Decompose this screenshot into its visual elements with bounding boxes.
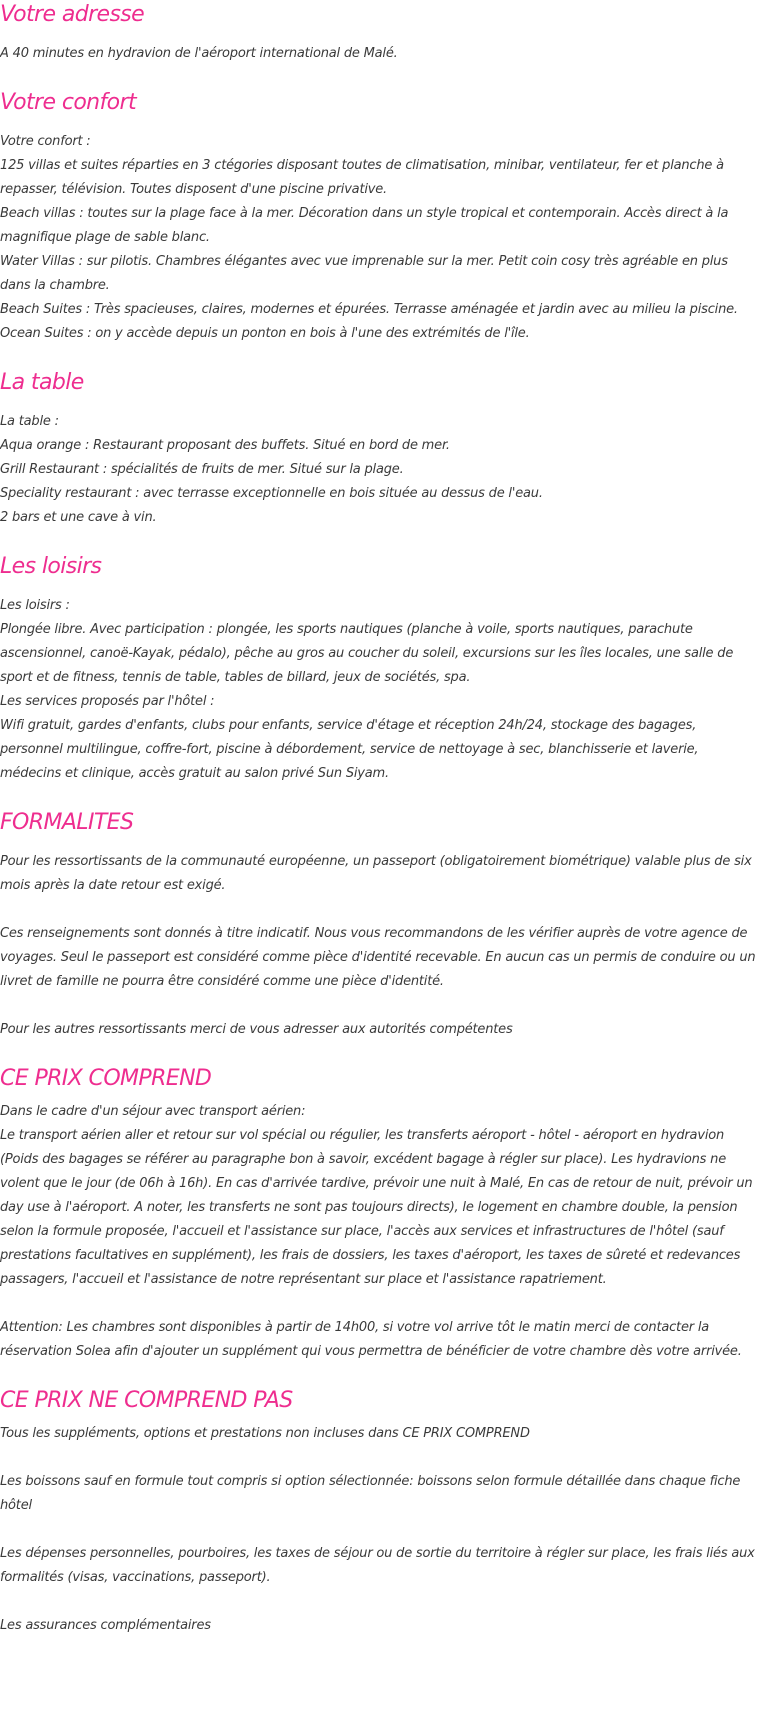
text-paragraph: Attention: Les chambres sont disponibles à partir de 14h00, si votre vol arrive tôt le matin merci de contacter la réservation Solea afin d'ajouter un supplément qui vous permettra de bénéficier de votre chambre dès votre arrivée. <box>0 1320 742 1359</box>
section-body-confort <box>0 130 758 346</box>
text-paragraph: Pour les ressortissants de la communauté européenne, un passeport (obligatoirement biométrique) valable plus de six mois après la date retour est exigé. <box>0 854 752 893</box>
section-title-prix-ne-comprend-pas: CE PRIX NE COMPREND PAS <box>0 1388 293 1413</box>
section-title-table: La table <box>0 370 84 395</box>
text-paragraph: Tous les suppléments, options et prestations non incluses dans CE PRIX COMPREND <box>0 1426 530 1441</box>
section-body-prix-comprend <box>0 1100 758 1364</box>
text-line: Beach Suites : Très spacieuses, claires, modernes et épurées. Terrasse aménagée et jardin avec au milieu la piscine. <box>0 302 738 317</box>
text-line: Les loisirs : <box>0 598 70 613</box>
section-loisirs <box>0 552 758 786</box>
text-line: Wifi gratuit, gardes d'enfants, clubs pour enfants, service d'étage et réception 24h/24, stockage des bagages, personnel multilingue, coffre-fort, piscine à débordement, service de nettoyage à sec, blanchisserie et laverie, médecins et clinique, accès gratuit au salon privé Sun Siyam. <box>0 718 699 781</box>
section-adresse <box>0 0 758 66</box>
section-table <box>0 368 758 530</box>
text-line: Water Villas : sur pilotis. Chambres élégantes avec vue imprenable sur la mer. Petit coin cosy très agréable en plus dans la chambre. <box>0 254 728 293</box>
section-body-loisirs <box>0 594 758 786</box>
section-body-adresse <box>0 42 758 66</box>
text-line: 125 villas et suites réparties en 3 ctégories disposant toutes de climatisation, minibar, ventilateur, fer et planche à repasser, télévision. Toutes disposent d'une piscine privative. <box>0 158 724 197</box>
text-paragraph: Pour les autres ressortissants merci de vous adresser aux autorités compétentes <box>0 1022 513 1037</box>
text-line: A 40 minutes en hydravion de l'aéroport international de Malé. <box>0 46 398 61</box>
text-paragraph: Le transport aérien aller et retour sur vol spécial ou régulier, les transferts aéroport - hôtel - aéroport en hydravion (Poids des bagages se référer au paragraphe bon à savoir, excédent bagage à régler sur place). Les hydravions ne volent que le jour (de 06h à 16h). En cas d'arrivée tardive, prévoir une nuit à Malé, En cas de retour de nuit, prévoir un day use à l'aéroport. A noter, les transferts ne sont pas toujours directs), le logement en chambre double, la pension selon la formule proposée, l'accueil et l'assistance sur place, l'accès aux services et infrastructures de l'hôtel (sauf prestations facultatives en supplément), les frais de dossiers, les taxes d'aéroport, les taxes de sûreté et redevances passagers, l'accueil et l'assistance de notre représentant sur place et l'assistance rapatriement. <box>0 1128 753 1287</box>
text-line: Votre confort : <box>0 134 91 149</box>
section-prix-comprend <box>0 1064 758 1364</box>
text-paragraph: Les dépenses personnelles, pourboires, les taxes de séjour ou de sortie du territoire à régler sur place, les frais liés aux formalités (visas, vaccinations, passeport). <box>0 1546 755 1585</box>
text-line: Aqua orange : Restaurant proposant des buffets. Situé en bord de mer. <box>0 438 450 453</box>
text-paragraph: Ces renseignements sont donnés à titre indicatif. Nous vous recommandons de les vérifier auprès de votre agence de voyages. Seul le passeport est considéré comme pièce d'identité recevable. En aucun cas un permis de conduire ou un livret de famille ne pourra être considéré comme une pièce d'identité. <box>0 926 756 989</box>
section-confort <box>0 88 758 346</box>
section-body-formalites <box>0 850 758 1042</box>
text-paragraph: Les boissons sauf en formule tout compris si option sélectionnée: boissons selon formule détaillée dans chaque fiche hôtel <box>0 1474 741 1513</box>
section-prix-ne-comprend-pas <box>0 1386 758 1638</box>
text-line: Beach villas : toutes sur la plage face à la mer. Décoration dans un style tropical et contemporain. Accès direct à la magnifique plage de sable blanc. <box>0 206 729 245</box>
text-line: Ocean Suites : on y accède depuis un ponton en bois à l'une des extrémités de l'île. <box>0 326 530 341</box>
text-line: Speciality restaurant : avec terrasse exceptionnelle en bois située au dessus de l'eau. <box>0 486 543 501</box>
section-title-adresse: Votre adresse <box>0 2 145 27</box>
text-paragraph: Les assurances complémentaires <box>0 1618 211 1633</box>
text-line: La table : <box>0 414 59 429</box>
text-line: 2 bars et une cave à vin. <box>0 510 157 525</box>
text-line: Dans le cadre d'un séjour avec transport aérien: <box>0 1104 306 1119</box>
section-body-table <box>0 410 758 530</box>
section-title-confort: Votre confort <box>0 90 136 115</box>
section-title-formalites: FORMALITES <box>0 810 134 835</box>
text-line: Grill Restaurant : spécialités de fruits de mer. Situé sur la plage. <box>0 462 404 477</box>
text-line: Plongée libre. Avec participation : plongée, les sports nautiques (planche à voile, sports nautiques, parachute ascensionnel, canoë-Kayak, pédalo), pêche au gros au coucher du soleil, excursions sur les îles locales, une salle de sport et de fitness, tennis de table, tables de billard, jeux de sociétés, spa. <box>0 622 734 685</box>
text-line: Les services proposés par l'hôtel : <box>0 694 215 709</box>
section-title-prix-comprend: CE PRIX COMPREND <box>0 1066 212 1091</box>
section-body-prix-ne-comprend-pas <box>0 1422 758 1638</box>
section-title-loisirs: Les loisirs <box>0 554 102 579</box>
section-formalites <box>0 808 758 1042</box>
